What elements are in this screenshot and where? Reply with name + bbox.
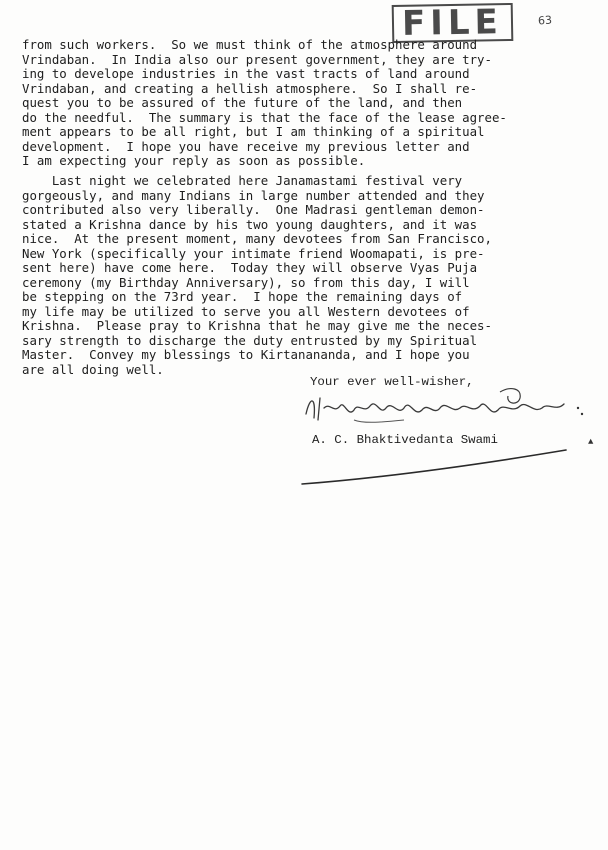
letter-line: Vrindaban, and creating a hellish atmosphere. So I shall re-: [22, 80, 478, 96]
letter-line: do the needful. The summary is that the face of the lease agree-: [22, 109, 507, 125]
letter-line: ing to develope industries in the vast tracts of land around: [22, 66, 470, 81]
letter-line: contributed also very liberally. One Madrasi gentleman demon-: [22, 202, 485, 217]
letter-line: Last night we celebrated here Janamastami festival very: [22, 173, 463, 188]
letter-line: quest you to be assured of the future of the land, and then: [22, 95, 463, 110]
letter-line: ment appears to be all right, but I am thinking of a spiritual: [22, 124, 485, 139]
letter-line: Vrindaban. In India also our present government, they are try-: [22, 51, 492, 67]
letter-line: development. I hope you have receive my previous letter and: [22, 138, 470, 154]
pen-stroke-line: [300, 446, 570, 486]
letter-closing: Your ever well-wisher,: [310, 375, 474, 389]
handwritten-signature: [294, 384, 594, 434]
letter-line: stated a Krishna dance by his two young daughters, and it was: [22, 216, 478, 232]
letter-line: sary strength to discharge the duty entrusted by my Spiritual: [22, 332, 478, 348]
letter-line: from such workers. So we must think of the atmosphere around: [22, 37, 478, 52]
letter-line: ceremony (my Birthday Anniversary), so from this day, I will: [22, 274, 470, 290]
file-stamp: FILE: [392, 3, 513, 43]
letter-line: I am expecting your reply as soon as possible.: [22, 153, 366, 168]
letter-line: my life may be utilized to serve you all Western devotees of: [22, 303, 470, 319]
letter-line: Master. Convey my blessings to Kirtanananda, and I hope you: [22, 347, 470, 362]
letter-line: be stepping on the 73rd year. I hope the remaining days of: [22, 289, 463, 304]
letter-line: New York (specifically your intimate friend Woomapati, is pre-: [22, 245, 485, 261]
corner-page-note: 63: [537, 13, 553, 28]
margin-mark: ▲: [588, 437, 594, 447]
letter-paragraph-2: [22, 174, 594, 377]
letter-line: gorgeously, and many Indians in large number attended and they: [22, 187, 485, 203]
signatory-name: A. C. Bhaktivedanta Swami: [312, 433, 498, 447]
letter-line: are all doing well.: [22, 361, 164, 377]
letter-line: nice. At the present moment, many devotees from San Francisco,: [22, 231, 492, 246]
letter-line: sent here) have come here. Today they will observe Vyas Puja: [22, 260, 478, 275]
letter-line: Krishna. Please pray to Krishna that he may give me the neces-: [22, 318, 492, 333]
letter-paragraph-1: [22, 38, 594, 169]
